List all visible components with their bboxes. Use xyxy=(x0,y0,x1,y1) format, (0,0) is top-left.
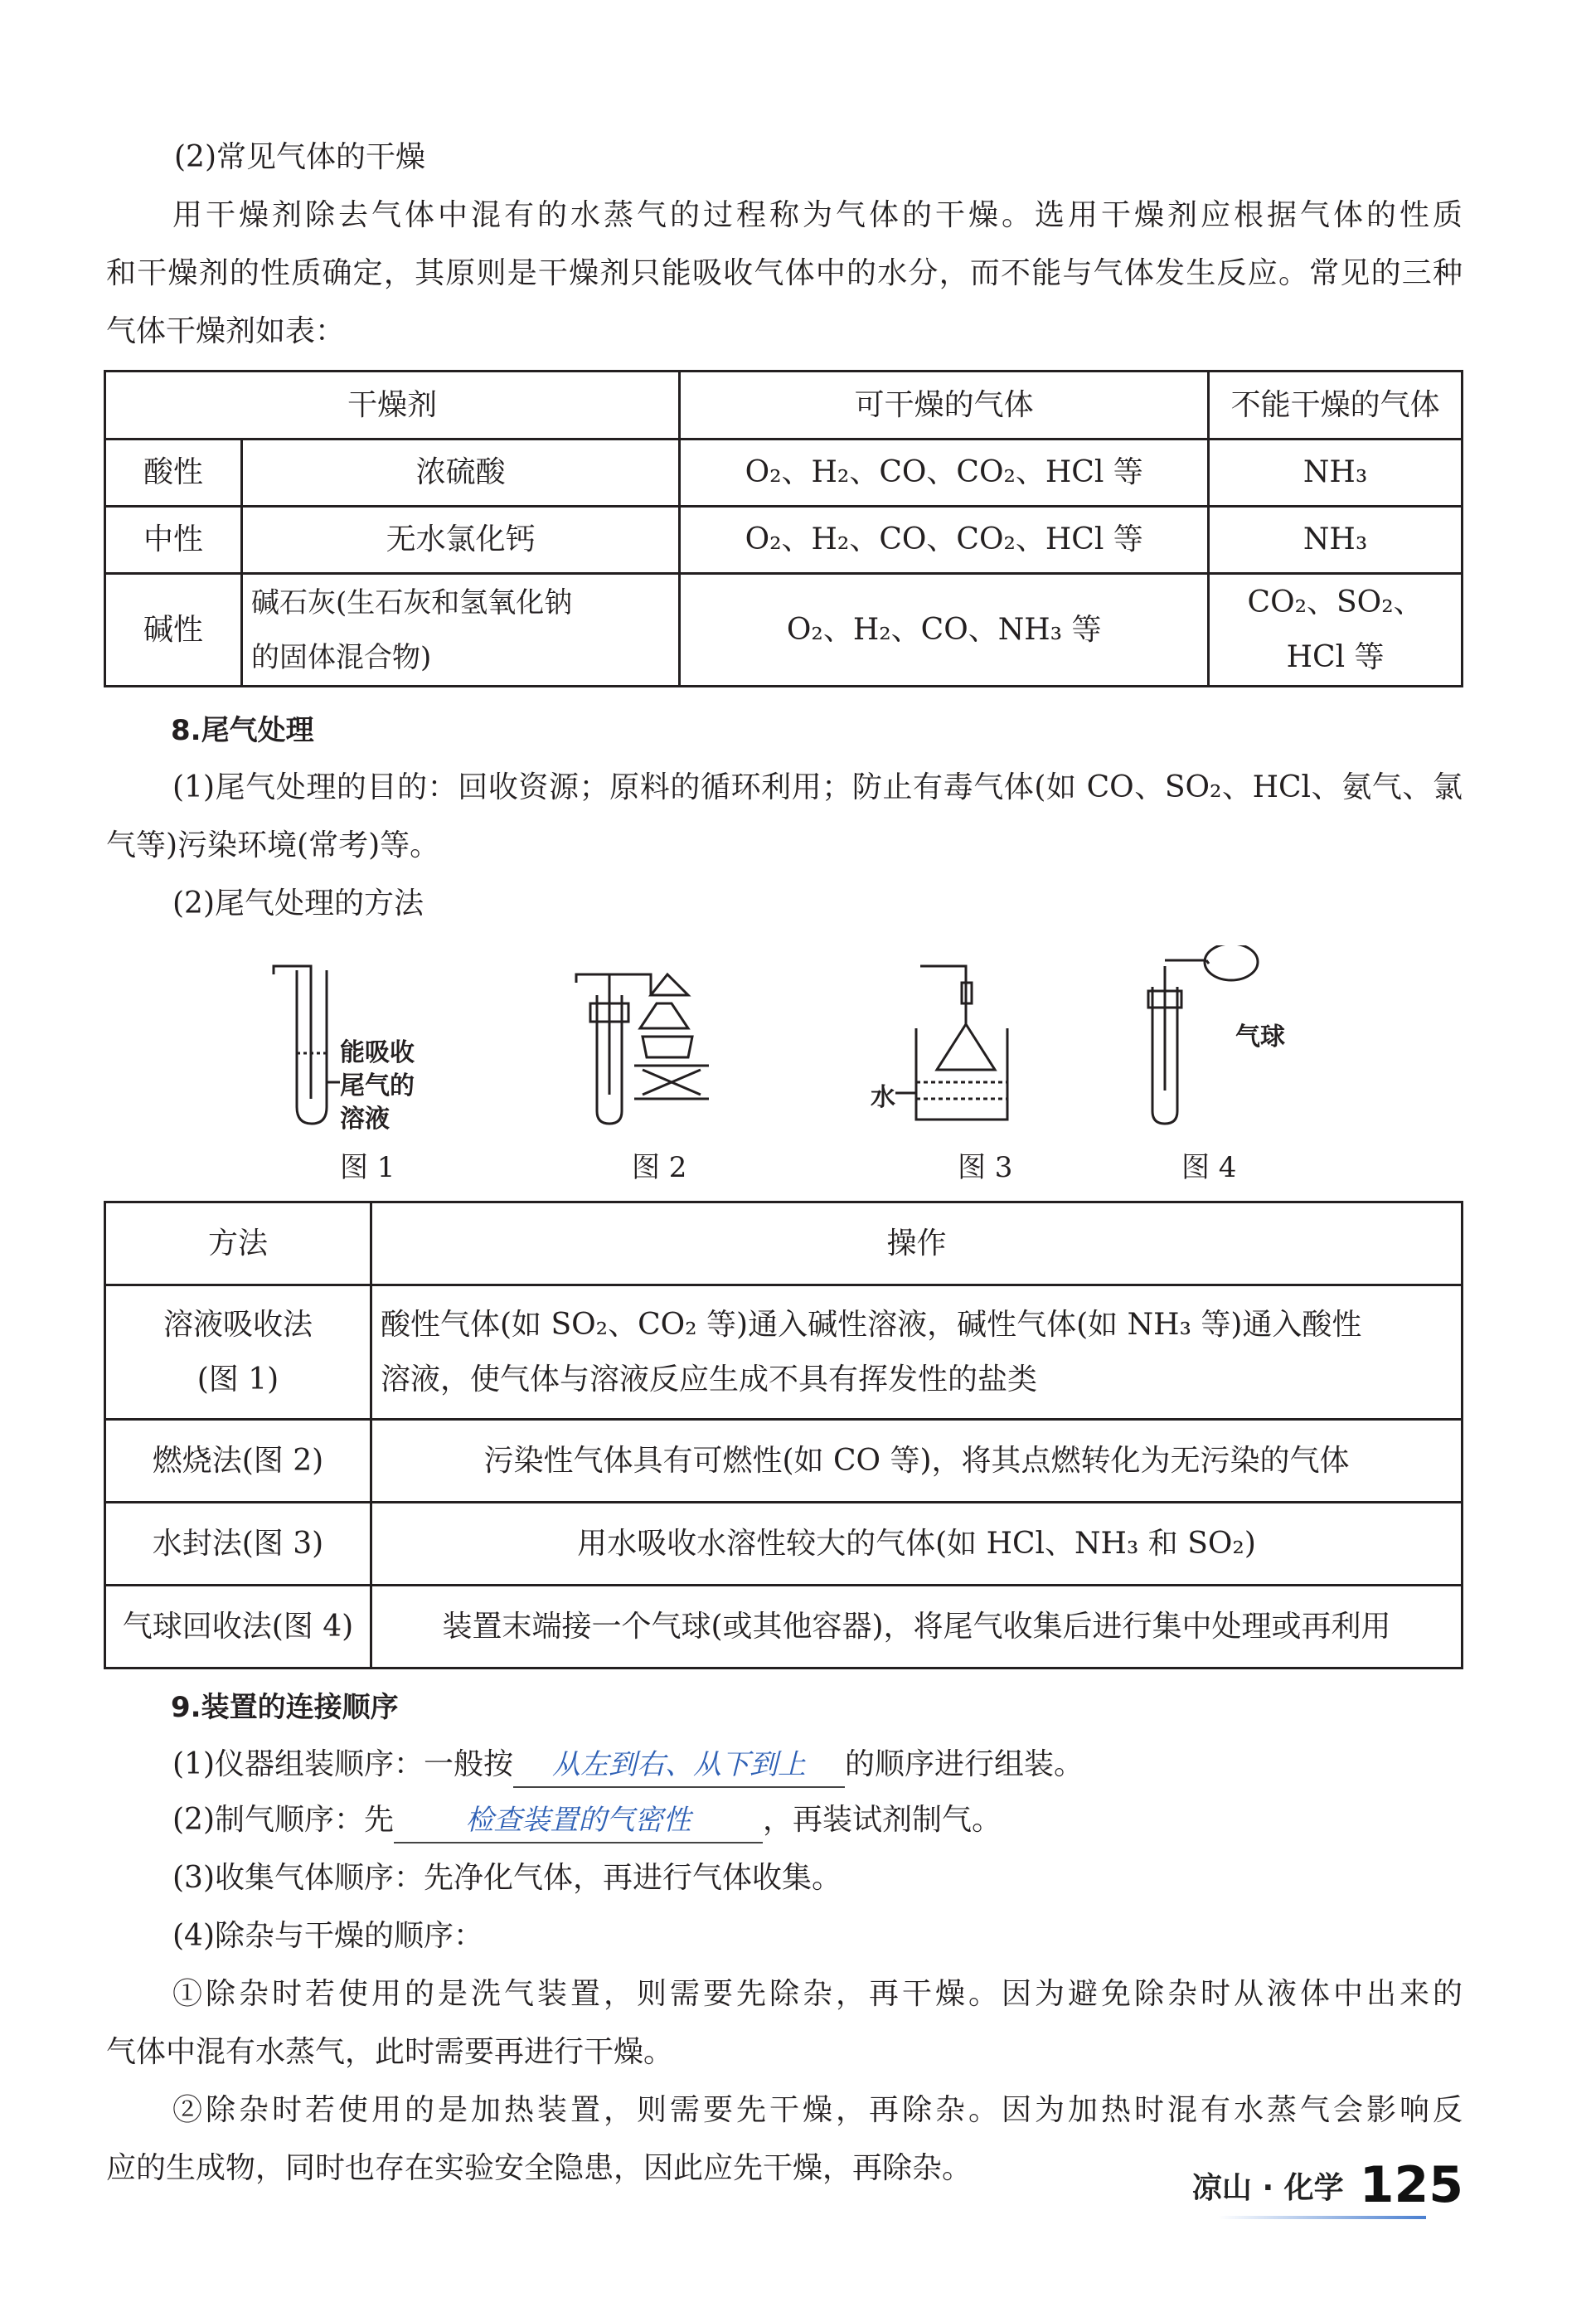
section-8-p1-line-1: (1)尾气处理的目的：回收资源；原料的循环利用；防止有毒气体(如 CO、SO₂、HCl、氨气、氯 xyxy=(172,770,1463,804)
section-9-item-4a-line-2: 气体中混有水蒸气，此时需要再进行干燥。 xyxy=(106,2035,674,2069)
section-9-item-4: (4)除杂与干燥的顺序： xyxy=(172,1919,483,1953)
fig3-water-beaker xyxy=(895,966,1007,1120)
item1-suffix: 的顺序进行组装。 xyxy=(845,1747,1084,1781)
footer-underline xyxy=(1219,2216,1426,2219)
item2-answer: 检查装置的气密性 xyxy=(394,1799,763,1843)
desiccant-type: 酸性 xyxy=(105,440,242,507)
desiccant-header-cannot: 不能干燥的气体 xyxy=(1209,372,1463,440)
fig3-water-label: 水 xyxy=(871,1083,895,1112)
desiccant-type: 中性 xyxy=(105,507,242,574)
desiccant-cannot-line: CO₂、SO₂、 xyxy=(1247,585,1424,619)
desiccant-can-dry: O₂、H₂、CO、CO₂、HCl 等 xyxy=(680,440,1209,507)
tail-gas-method-table xyxy=(104,1201,1463,1669)
desiccant-agent-line: 碱石灰(生石灰和氢氧化钠 xyxy=(251,585,573,619)
drying-paragraph-line-2: 和干燥剂的性质确定，其原则是干燥剂只能吸收气体中的水分，而不能与气体发生反应。常见的三种 xyxy=(106,256,1463,290)
operation-cell: 装置末端接一个气球(或其他容器)，将尾气收集后进行集中处理或再利用 xyxy=(371,1586,1463,1669)
drying-heading: (2)常见气体的干燥 xyxy=(174,140,425,174)
operation-cell: 污染性气体具有可燃性(如 CO 等)，将其点燃转化为无污染的气体 xyxy=(371,1420,1463,1503)
desiccant-cannot-dry: NH₃ xyxy=(1209,507,1463,574)
section-8-title: 8.尾气处理 xyxy=(171,714,314,747)
desiccant-cannot-dry: NH₃ xyxy=(1209,440,1463,507)
drying-paragraph-line-1: 用干燥剂除去气体中混有的水蒸气的过程称为气体的干燥。选用干燥剂应根据气体的性质 xyxy=(172,198,1463,232)
section-8-p2: (2)尾气处理的方法 xyxy=(172,886,424,920)
section-9-title: 9.装置的连接顺序 xyxy=(171,1691,399,1724)
operation-header: 操作 xyxy=(371,1202,1463,1285)
fig3-caption: 图 3 xyxy=(958,1151,1013,1184)
method-cell: 水封法(图 3) xyxy=(105,1503,371,1586)
desiccant-agent: 浓硫酸 xyxy=(242,440,680,507)
desiccant-can-dry: O₂、H₂、CO、NH₃ 等 xyxy=(680,574,1209,687)
fig1-label-line: 溶液 xyxy=(340,1105,390,1134)
desiccant-can-dry: O₂、H₂、CO、CO₂、HCl 等 xyxy=(680,507,1209,574)
page-footer xyxy=(1192,2156,1463,2214)
footer-subject: 凉山 · 化学 xyxy=(1191,2170,1344,2205)
item1-answer: 从左到右、从下到上 xyxy=(513,1743,845,1788)
desiccant-table xyxy=(104,370,1463,687)
desiccant-header-agent: 干燥剂 xyxy=(105,372,680,440)
desiccant-header-can: 可干燥的气体 xyxy=(680,372,1209,440)
operation-cell: 用水吸收水溶性较大的气体(如 HCl、NH₃ 和 SO₂) xyxy=(371,1503,1463,1586)
desiccant-agent xyxy=(242,574,680,687)
fig4-caption: 图 4 xyxy=(1181,1151,1237,1184)
section-9-item-4b-line-1: ②除杂时若使用的是加热装置，则需要先干燥，再除杂。因为加热时混有水蒸气会影响反 xyxy=(172,2093,1463,2127)
drying-paragraph-line-3: 气体干燥剂如表： xyxy=(106,314,346,348)
method-cell xyxy=(105,1285,371,1420)
fig1-label-line: 尾气的 xyxy=(340,1071,415,1100)
method-header: 方法 xyxy=(105,1202,371,1285)
operation-line: 酸性气体(如 SO₂、CO₂ 等)通入碱性溶液，碱性气体(如 NH₃ 等)通入酸性 xyxy=(381,1307,1362,1342)
method-cell: 气球回收法(图 4) xyxy=(105,1586,371,1669)
method-line: (图 1) xyxy=(196,1362,279,1397)
operation-line: 溶液，使气体与溶液反应生成不具有挥发性的盐类 xyxy=(381,1362,1038,1397)
section-9-item-3: (3)收集气体顺序：先净化气体，再进行气体收集。 xyxy=(172,1861,842,1895)
fig1-label-line: 能吸收 xyxy=(340,1038,415,1067)
item2-prefix: (2)制气顺序：先 xyxy=(172,1803,394,1837)
section-9-item-4b-line-2: 应的生成物，同时也存在实验安全隐患，因此应先干燥，再除杂。 xyxy=(106,2151,973,2185)
fig2-caption: 图 2 xyxy=(632,1151,687,1184)
section-9-item-2 xyxy=(172,1791,1529,1849)
section-9-item-1 xyxy=(172,1736,1529,1794)
page-number: 125 xyxy=(1359,2156,1463,2214)
desiccant-cannot-dry xyxy=(1209,574,1463,687)
desiccant-type: 碱性 xyxy=(105,574,242,687)
section-8-p1-line-2: 气等)污染环境(常考)等。 xyxy=(106,828,440,862)
fig1-caption: 图 1 xyxy=(340,1151,395,1184)
desiccant-agent: 无水氯化钙 xyxy=(242,507,680,574)
fig1-solution-label xyxy=(340,1037,415,1136)
method-cell: 燃烧法(图 2) xyxy=(105,1420,371,1503)
operation-cell xyxy=(371,1285,1463,1420)
item1-prefix: (1)仪器组装顺序：一般按 xyxy=(172,1747,513,1781)
fig1-test-tube xyxy=(274,966,340,1124)
desiccant-agent-line: 的固体混合物) xyxy=(251,640,432,674)
fig2-burner-apparatus xyxy=(576,974,709,1124)
item2-suffix: ，再装试剂制气。 xyxy=(763,1803,1002,1837)
fig4-balloon-label: 气球 xyxy=(1235,1022,1285,1052)
section-9-item-4a-line-1: ①除杂时若使用的是洗气装置，则需要先除杂，再干燥。因为避免除杂时从液体中出来的 xyxy=(172,1977,1463,2011)
method-line: 溶液吸收法 xyxy=(163,1307,313,1342)
desiccant-cannot-line: HCl 等 xyxy=(1286,639,1385,674)
